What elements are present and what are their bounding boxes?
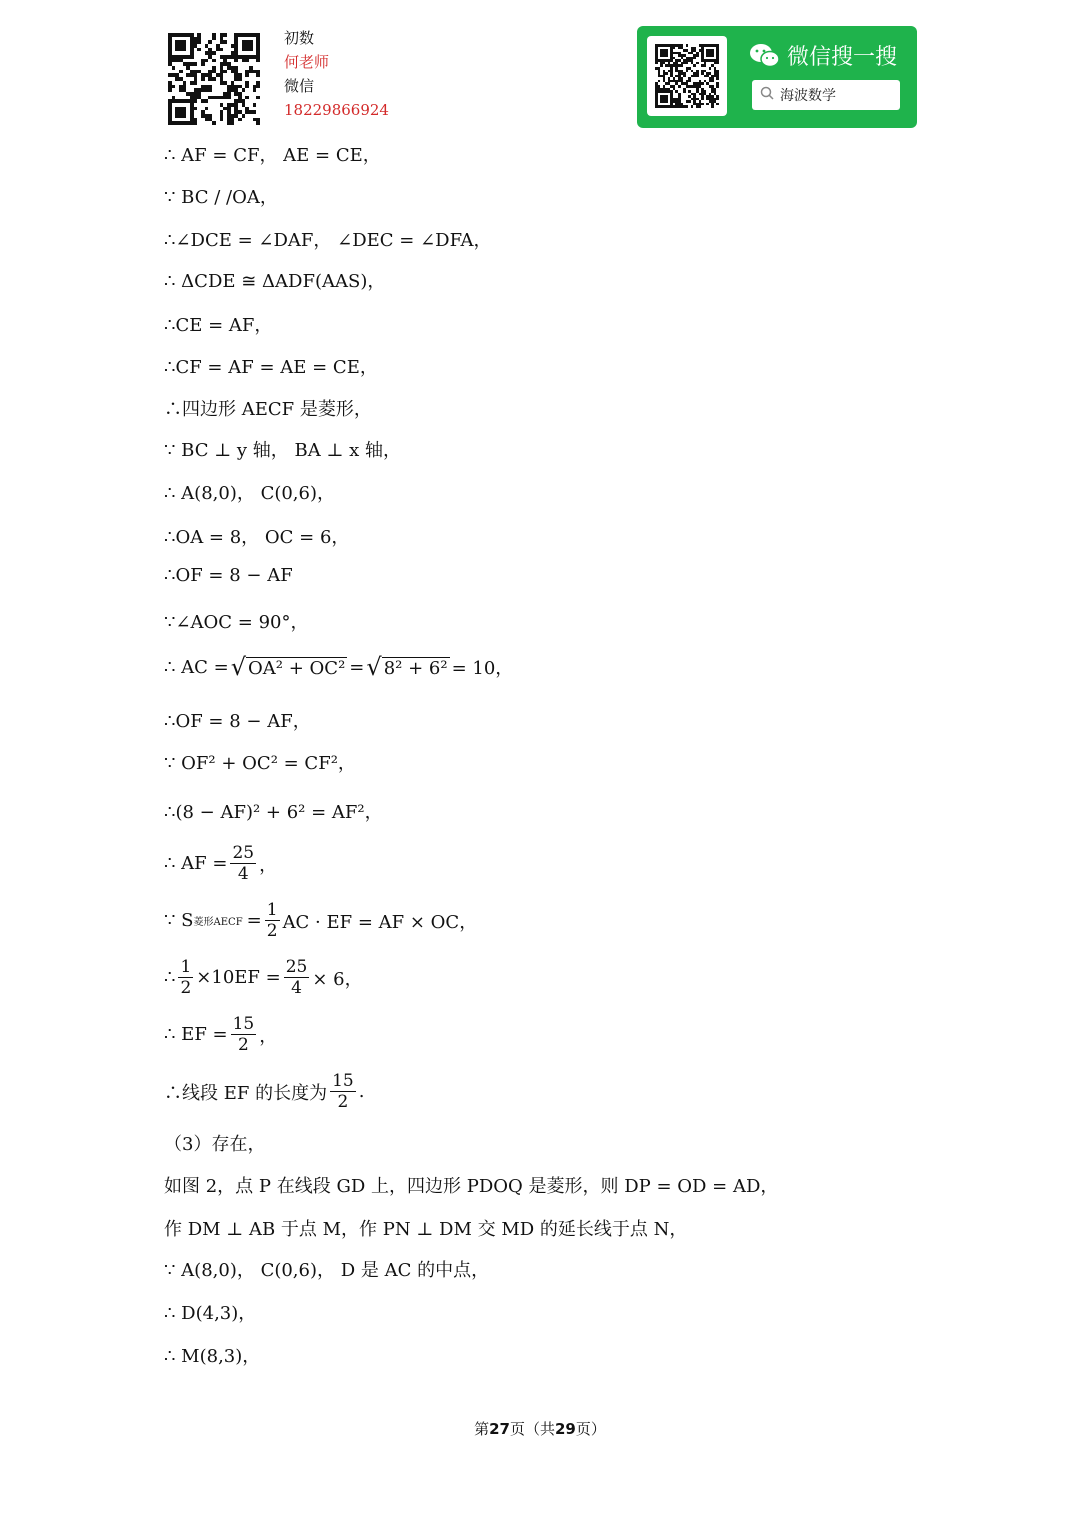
solution-line-13 (164, 654, 513, 680)
fraction-denominator: 2 (266, 921, 278, 941)
solution-line-2: ∵ BC / /OA， (164, 187, 278, 208)
fraction (230, 843, 256, 884)
wechat-search-card[interactable] (637, 26, 917, 128)
fraction-numerator: 25 (285, 957, 308, 977)
solution-line-25: ∵ A(8,0)， C(0,6)， D 是 AC 的中点， (164, 1260, 490, 1281)
wechat-title (749, 40, 897, 71)
solution-line-16: ∴(8 − AF)² + 6² = AF²， (164, 802, 383, 823)
solution-line-11: ∴OF = 8 − AF (164, 565, 293, 586)
solution-line-23: 如图 2，点 P 在线段 GD 上，四边形 PDOQ 是菱形，则 DP = OD = AD， (164, 1176, 779, 1197)
contact-block (284, 26, 389, 122)
solution-line-8: ∵ BC ⊥ y 轴， BA ⊥ x 轴， (164, 440, 401, 461)
sqrt-expression-1: √ OA² + OC² (230, 653, 346, 681)
fraction-numerator: 1 (266, 900, 278, 920)
fraction (178, 957, 193, 998)
solution-line-15: ∵ OF² + OC² = CF²， (164, 753, 356, 774)
solution-line-7: ∴四边形 AECF 是菱形， (164, 399, 372, 420)
solution-line-21 (164, 1071, 364, 1112)
line13-mid: = (349, 656, 365, 678)
solution-line-20 (164, 1014, 277, 1055)
magnifier-icon (760, 86, 774, 104)
solution-line-27: ∴ M(8,3)， (164, 1346, 261, 1367)
contact-line-3: 微信 (284, 77, 315, 95)
solution-line-4: ∴ ΔCDE ≅ ΔADF(AAS)， (164, 271, 386, 292)
fraction (231, 1014, 257, 1055)
solution-line-6: ∴CF = AF = AE = CE， (164, 357, 378, 378)
line18-eq: = (246, 910, 262, 931)
fraction-numerator: 25 (232, 843, 255, 863)
line21-suffix: . (358, 1081, 365, 1102)
wechat-qr-box (647, 36, 727, 116)
solution-line-14: ∴OF = 8 − AF， (164, 711, 311, 732)
wechat-search-text: 海波数学 (780, 88, 836, 104)
wechat-logo-icon (749, 42, 781, 70)
footer-total-pages: 29 (555, 1420, 576, 1438)
wechat-title-text: 微信搜一搜 (787, 45, 898, 70)
footer-post: 页） (575, 1420, 606, 1438)
wechat-search-box[interactable] (752, 80, 900, 110)
line18-subscript: 菱形AECF (193, 917, 243, 928)
qr-code-left (168, 33, 260, 125)
contact-line-1: 初数 (284, 29, 315, 47)
solution-line-24: 作 DM ⊥ AB 于点 M，作 PN ⊥ DM 交 MD 的延长线于点 N， (164, 1219, 688, 1240)
line13-suffix: = 10， (451, 658, 514, 679)
page-footer (0, 1418, 1080, 1439)
line18-suffix: AC · EF = AF × OC， (282, 911, 478, 933)
solution-line-1: ∴ AF = CF， AE = CE， (164, 145, 381, 166)
fraction (284, 957, 310, 998)
solution-line-26: ∴ D(4,3)， (164, 1303, 257, 1324)
fraction-numerator: 15 (232, 1014, 255, 1034)
radicand-1: OA² + OC² (248, 658, 346, 679)
solution-line-22: （3）存在， (164, 1134, 266, 1155)
solution-line-9: ∴ A(8,0)， C(0,6)， (164, 483, 336, 504)
solution-line-10: ∴OA = 8， OC = 6， (164, 527, 350, 548)
fraction-denominator: 2 (238, 1035, 249, 1055)
line17-suffix: ， (259, 854, 278, 876)
contact-phone: 18229866924 (284, 101, 389, 119)
fraction-denominator: 2 (337, 1092, 349, 1112)
radicand-2: 8² + 6² (383, 658, 448, 679)
footer-pre: 第 (474, 1420, 490, 1438)
fraction (265, 900, 280, 941)
line21-prefix: ∴线段 EF 的长度为 (164, 1082, 328, 1104)
solution-line-19 (164, 957, 363, 998)
footer-mid: 页（共 (509, 1420, 555, 1438)
qr-code-wechat (655, 44, 719, 108)
line19-mid: ×10EF = (196, 967, 281, 988)
line13-prefix: ∴ AC = (164, 656, 229, 678)
solution-line-3: ∴∠DCE = ∠DAF， ∠DEC = ∠DFA， (164, 230, 492, 251)
fraction-numerator: 15 (332, 1071, 354, 1091)
fraction (330, 1071, 356, 1112)
line19-prefix: ∴ (164, 967, 176, 988)
line20-suffix: ， (259, 1025, 278, 1047)
fraction-denominator: 4 (237, 864, 249, 884)
line18-prefix: ∵ S (164, 910, 194, 931)
fraction-denominator: 4 (291, 978, 302, 998)
sqrt-expression-2: √ 8² + 6² (366, 653, 448, 681)
fraction-denominator: 2 (180, 978, 192, 998)
line17-prefix: ∴ AF = (164, 853, 228, 874)
fraction-numerator: 1 (180, 957, 192, 977)
footer-page-number: 27 (489, 1420, 510, 1438)
line19-suffix: × 6， (312, 968, 363, 990)
contact-teacher-name: 何老师 (284, 53, 330, 71)
solution-line-18 (164, 900, 477, 941)
solution-line-17 (164, 843, 277, 884)
line20-prefix: ∴ EF = (164, 1024, 228, 1045)
solution-line-12: ∵∠AOC = 90°， (164, 612, 309, 633)
solution-line-5: ∴CE = AF， (164, 315, 273, 336)
